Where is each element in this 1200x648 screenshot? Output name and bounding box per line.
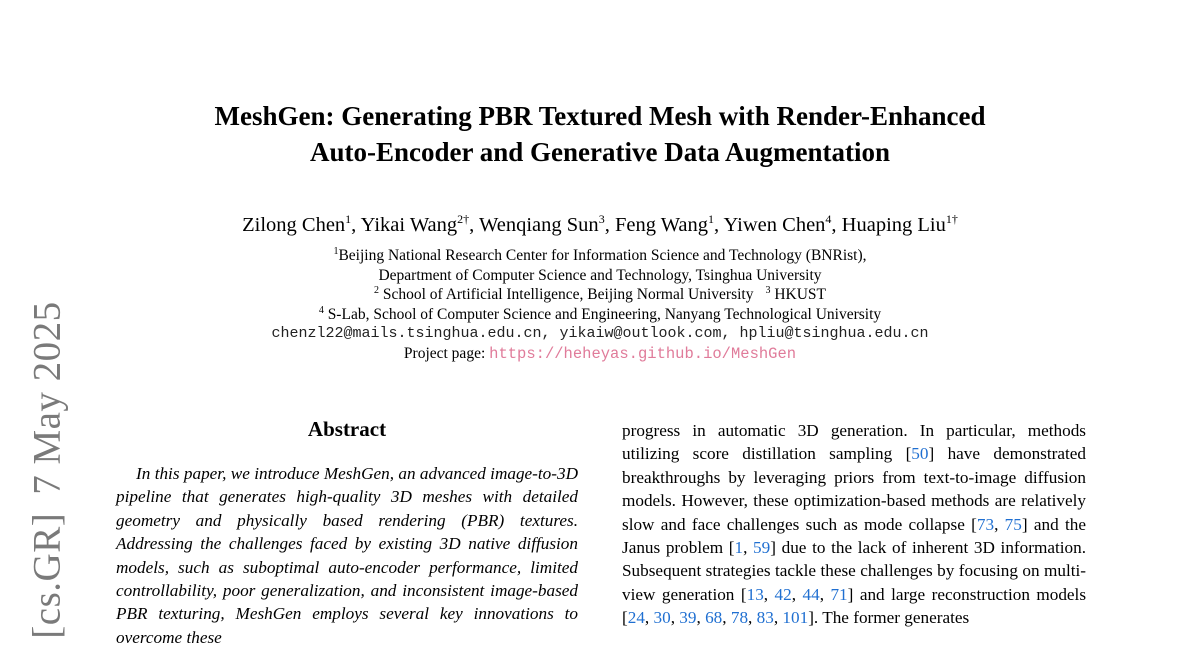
affiliation-text: HKUST bbox=[774, 286, 827, 303]
author-name: Zilong Chen bbox=[242, 214, 346, 236]
citation-link[interactable]: 42 bbox=[774, 584, 792, 604]
title-line-2: Auto-Encoder and Generative Data Augmentation bbox=[310, 137, 890, 167]
right-column bbox=[622, 419, 1086, 630]
intro-text: ]. The former generates bbox=[808, 608, 970, 628]
author-mark: 1† bbox=[945, 212, 958, 226]
project-page-label: Project page: bbox=[403, 344, 486, 362]
affiliation-1-dept: Department of Computer Science and Technology, Tsinghua University bbox=[378, 266, 822, 284]
citation-link[interactable]: 73 bbox=[976, 514, 995, 534]
affiliation-2-3 bbox=[0, 285, 1200, 305]
author-name: Yiwen Chen bbox=[723, 214, 826, 236]
paper-title bbox=[0, 98, 1200, 170]
author-name: Huaping Liu bbox=[841, 214, 946, 236]
author-name: Yikai Wang bbox=[360, 214, 458, 236]
abstract-heading: Abstract bbox=[307, 417, 387, 441]
citation-link[interactable]: 75 bbox=[1004, 514, 1022, 534]
intro-text: progress in automatic 3D generation. In particular, methods utilizing score distillation sampling [ bbox=[622, 421, 1086, 464]
citation-link[interactable]: 101 bbox=[782, 608, 809, 628]
arxiv-date: 7 May 2025 bbox=[25, 301, 69, 495]
project-page bbox=[0, 344, 1200, 365]
affiliation-mark: 1 bbox=[333, 246, 339, 257]
author-mark: 1 bbox=[345, 212, 352, 226]
citation-link[interactable]: 39 bbox=[679, 608, 697, 628]
affiliations bbox=[0, 246, 1200, 364]
intro-text: ] and large reconstruction models [ bbox=[622, 584, 1087, 628]
left-column bbox=[116, 415, 578, 648]
author-mark: 1 bbox=[708, 212, 714, 226]
intro-text: ] have demonstrated breakthroughs by leveraging priors from text-to-image diffusion models. However, these optimization-based methods are relatively slow and face challenges such as mode collapse [ bbox=[622, 444, 1086, 534]
affiliation-mark: 4 bbox=[318, 304, 324, 316]
citation-link[interactable]: 71 bbox=[830, 584, 848, 604]
citation-link[interactable]: 78 bbox=[730, 608, 749, 628]
author-mark: 2† bbox=[457, 212, 470, 226]
citation-link[interactable]: 50 bbox=[911, 444, 929, 464]
affiliation-1 bbox=[0, 246, 1200, 266]
author-name: Wenqiang Sun bbox=[479, 214, 599, 236]
arxiv-category: [cs.GR] bbox=[25, 512, 69, 639]
citation-link[interactable]: 13 bbox=[746, 584, 764, 604]
abstract-text: In this paper, we introduce MeshGen, an advanced image-to-3D pipeline that generates high-quality 3D meshes with detailed geometry and physically based rendering (PBR) textures. Addressing the challenges faced by existing 3D native diffusion models, such as suboptimal auto-encoder performance, limited controllability, poor generalization, and inconsistent image-based PBR texturing, MeshGen employs several key innovations to overcome these bbox=[116, 464, 578, 647]
citation-link[interactable]: 30 bbox=[653, 608, 671, 628]
author-mark: 3 bbox=[598, 212, 605, 226]
author-emails: chenzl22@mails.tsinghua.edu.cn, yikaiw@outlook.com, hpliu@tsinghua.edu.cn bbox=[271, 325, 929, 342]
citation-link[interactable]: 1 bbox=[734, 538, 744, 558]
citation-link[interactable]: 24 bbox=[627, 608, 645, 628]
affiliation-text: S-Lab, School of Computer Science and Engineering, Nanyang Technological University bbox=[327, 305, 882, 323]
citation-link[interactable]: 44 bbox=[802, 584, 820, 604]
citation-link[interactable]: 59 bbox=[753, 538, 771, 558]
intro-text: ] and the Janus problem [ bbox=[622, 514, 1086, 558]
author-name: Feng Wang bbox=[614, 214, 708, 236]
project-page-link[interactable]: https://heheyas.github.io/MeshGen bbox=[489, 344, 797, 363]
citation-link[interactable]: 68 bbox=[705, 608, 723, 628]
intro-text: ] due to the lack of inherent 3D information. Subsequent strategies tackle these challenges by focusing on multi-view generation [ bbox=[622, 538, 1087, 604]
citation-link[interactable]: 83 bbox=[756, 608, 774, 628]
affiliation-text: School of Artificial Intelligence, Beijing Normal University bbox=[382, 286, 754, 303]
author-mark: 4 bbox=[825, 212, 832, 226]
intro-paragraph: progress in automatic 3D generation. In particular, methods utilizing score distillation sampling [50] have demonstrated breakthroughs by leveraging priors from text-to-image diffusion models. However, these optimization-based methods are relatively slow and face challenges such as mode collapse [73, 75] and the Janus problem [1, 59] due to the lack of inherent 3D information. Subsequent strategies tackle these challenges by focusing on multi-view generation [13, 42, 44, 71] and large reconstruction models [24, 30, 39, 68, 78, 83, 101]. The former generates bbox=[622, 421, 1087, 628]
affiliation-text: Beijing National Research Center for Information Science and Technology (BNRist), bbox=[338, 247, 867, 264]
title-line-1: MeshGen: Generating PBR Textured Mesh with Render-Enhanced bbox=[214, 101, 986, 131]
affiliation-mark: 3 bbox=[765, 285, 771, 296]
author-list: Zilong Chen$^1$, Yikai Wang$^{2\dagger}$, Wenqiang Sun$^3$, Feng Wang$^1$, Yiwen Chen$^4$, Huaping Liu$^{1\dagger}$ bbox=[242, 212, 958, 236]
affiliation-4 bbox=[0, 305, 1200, 325]
affiliation-mark: 2 bbox=[373, 285, 379, 296]
